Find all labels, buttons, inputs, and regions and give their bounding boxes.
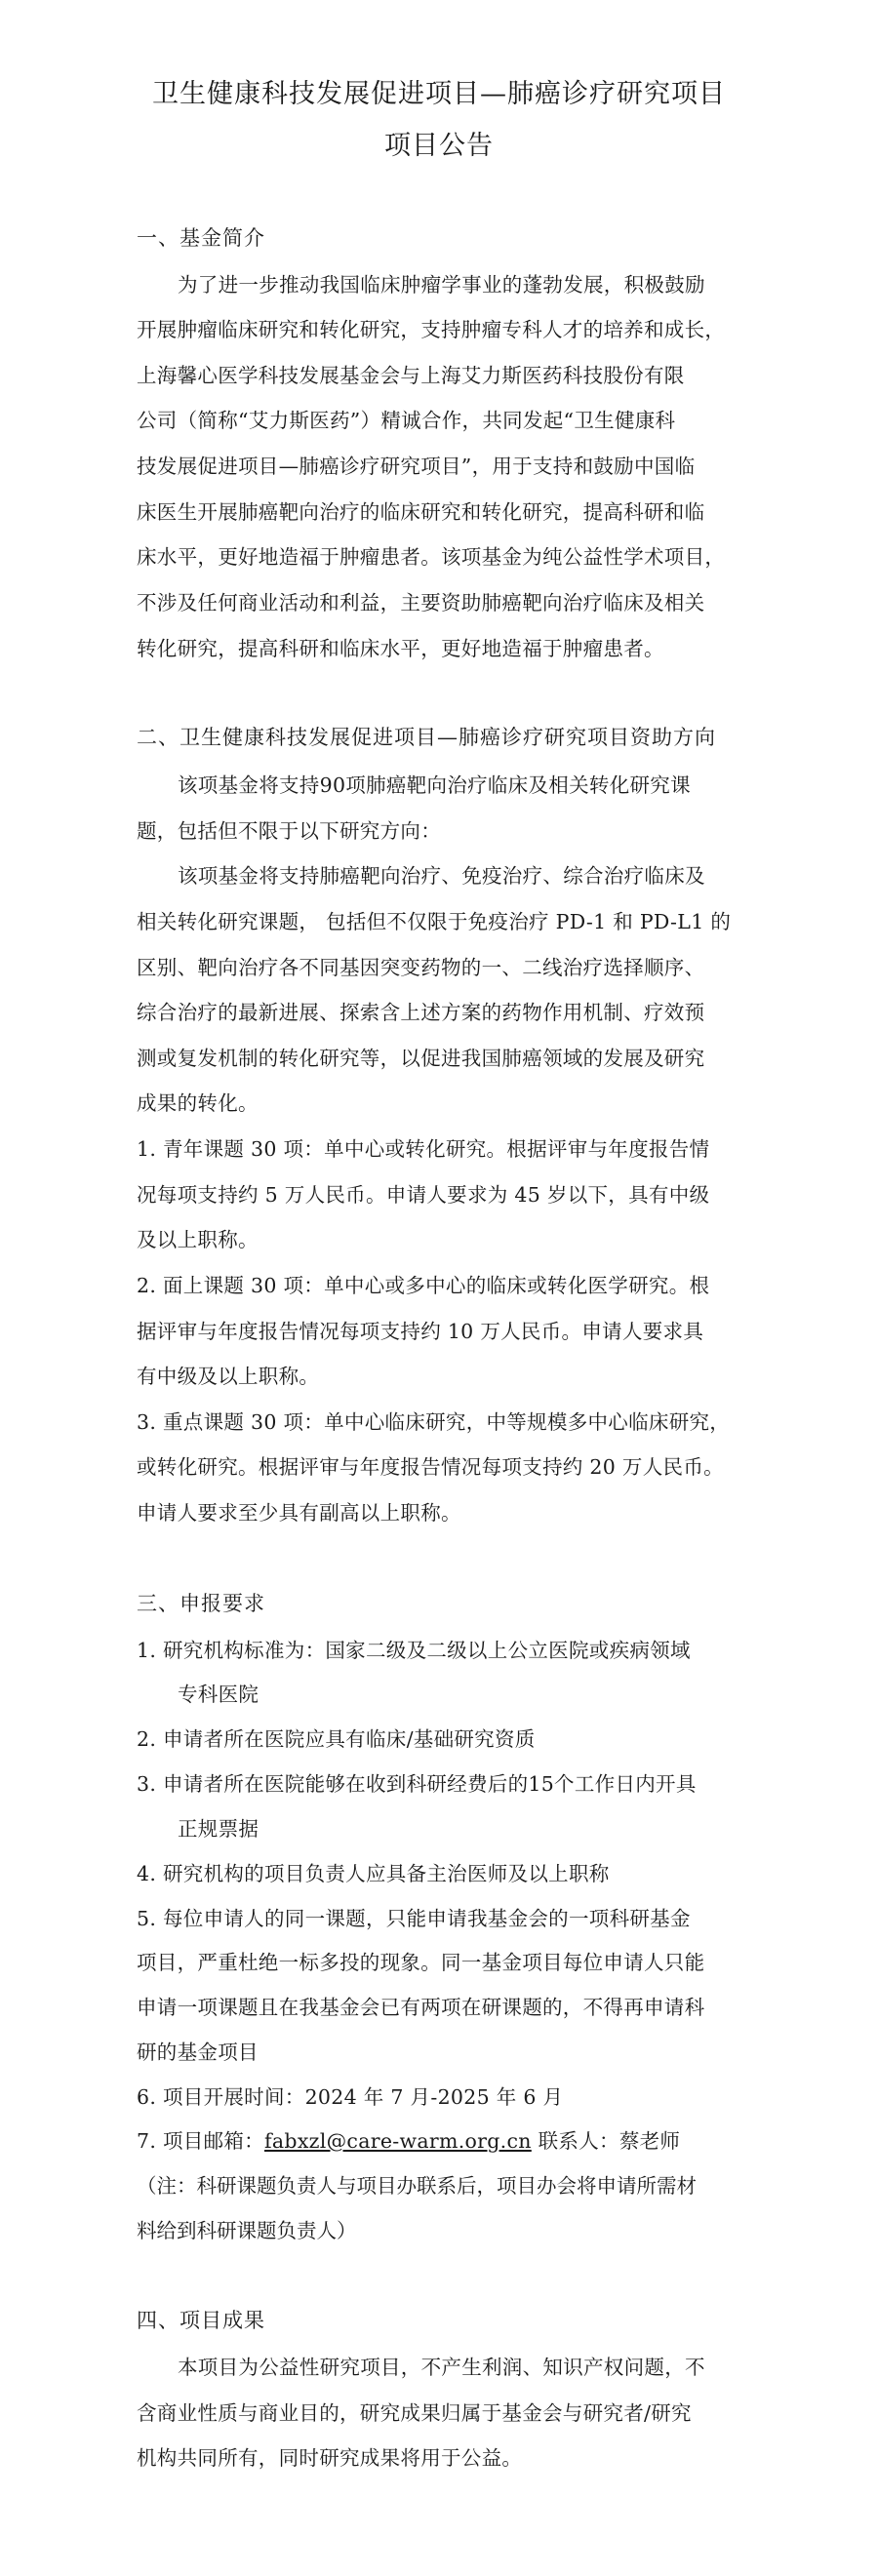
- paragraph-line: 专科医院: [178, 1683, 259, 1706]
- paragraph-line: 床水平，更好地造福于肿瘤患者。该项基金为纯公益性学术项目，: [137, 545, 726, 569]
- paragraph-line: 床医生开展肺癌靶向治疗的临床研究和转化研究，提高科研和临: [137, 500, 705, 524]
- paragraph-line: 申请人要求至少具有副高以上职称。: [137, 1501, 461, 1525]
- paragraph-line: 相关转化研究课题， 包括但不仅限于免疫治疗 PD-1 和 PD-L1 的: [137, 910, 732, 933]
- list-item-requirement-3: 3. 申请者所在医院能够在收到科研经费后的15个工作日内开具: [137, 1772, 697, 1796]
- section-heading-requirements: 三、申报要求: [137, 1592, 265, 1615]
- paragraph-line: 该项基金将支持90项肺癌靶向治疗临床及相关转化研究课: [178, 773, 691, 797]
- email-label: 7. 项目邮箱：: [137, 2129, 264, 2153]
- paragraph-line: 正规票据: [178, 1817, 259, 1841]
- section-heading-results: 四、项目成果: [137, 2309, 265, 2332]
- document-title: 卫生健康科技发展促进项目—肺癌诊疗研究项目: [152, 79, 726, 109]
- paragraph-line: 项目，严重杜绝一标多投的现象。同一基金项目每位申请人只能: [137, 1951, 705, 1974]
- paragraph-line: 据评审与年度报告情况每项支持约 10 万人民币。申请人要求具: [137, 1320, 704, 1343]
- paragraph-line: 公司（简称“艾力斯医药”）精诚合作，共同发起“卫生健康科: [137, 409, 676, 432]
- section-heading-funding-direction: 二、卫生健康科技发展促进项目—肺癌诊疗研究项目资助方向: [137, 726, 716, 749]
- paragraph-line: 机构共同所有，同时研究成果将用于公益。: [137, 2446, 523, 2470]
- paragraph-line: 测或复发机制的转化研究等，以促进我国肺癌领域的发展及研究: [137, 1047, 705, 1070]
- paragraph-line: 含商业性质与商业目的，研究成果归属于基金会与研究者/研究: [137, 2401, 692, 2425]
- paragraph-line: 不涉及任何商业活动和利益，主要资助肺癌靶向治疗临床及相关: [137, 591, 705, 614]
- list-item-contact: [137, 2124, 680, 2154]
- paragraph-line: 研的基金项目: [137, 2041, 259, 2064]
- paragraph-line: 该项基金将支持肺癌靶向治疗、免疫治疗、综合治疗临床及: [178, 864, 705, 888]
- contact-person: 联系人：蔡老师: [531, 2129, 681, 2153]
- note-line: 料给到科研课题负责人）: [137, 2219, 357, 2242]
- list-item-requirement-2: 2. 申请者所在医院应具有临床/基础研究资质: [137, 1727, 536, 1751]
- paragraph-line: 综合治疗的最新进展、探索含上述方案的药物作用机制、疗效预: [137, 1001, 705, 1024]
- paragraph-line: 本项目为公益性研究项目，不产生利润、知识产权问题，不: [178, 2356, 705, 2379]
- list-item-key-project: 3. 重点课题 30 项：单中心临床研究，中等规模多中心临床研究，: [137, 1410, 731, 1434]
- section-heading-fund-intro: 一、基金简介: [137, 226, 265, 250]
- email-link[interactable]: fabxzl@care-warm.org.cn: [263, 2129, 532, 2153]
- paragraph-line: 或转化研究。根据评审与年度报告情况每项支持约 20 万人民币。: [137, 1455, 724, 1479]
- list-item-requirement-5: 5. 每位申请人的同一课题，只能申请我基金会的一项科研基金: [137, 1907, 691, 1930]
- paragraph-line: 成果的转化。: [137, 1091, 259, 1115]
- paragraph-line: 有中级及以上职称。: [137, 1365, 320, 1388]
- list-item-requirement-4: 4. 研究机构的项目负责人应具备主治医师及以上职称: [137, 1862, 610, 1885]
- paragraph-line: 及以上职称。: [137, 1228, 259, 1251]
- note-line: （注：科研课题负责人与项目办联系后，项目办会将申请所需材: [137, 2174, 697, 2198]
- document-subtitle: 项目公告: [384, 131, 494, 161]
- paragraph-line: 区别、靶向治疗各不同基因突变药物的一、二线治疗选择顺序、: [137, 956, 705, 979]
- list-item-general-project: 2. 面上课题 30 项：单中心或多中心的临床或转化医学研究。根: [137, 1274, 710, 1297]
- list-item-requirement-1: 1. 研究机构标准为：国家二级及二级以上公立医院或疾病领域: [137, 1639, 691, 1662]
- paragraph-line: 上海馨心医学科技发展基金会与上海艾力斯医药科技股份有限: [137, 364, 685, 387]
- paragraph-line: 技发展促进项目—肺癌诊疗研究项目”，用于支持和鼓励中国临: [137, 455, 696, 478]
- paragraph-line: 申请一项课题且在我基金会已有两项在研课题的，不得再申请科: [137, 1996, 705, 2019]
- list-item-project-period: 6. 项目开展时间：2024 年 7 月-2025 年 6 月: [137, 2085, 564, 2109]
- paragraph-line: 为了进一步推动我国临床肿瘤学事业的蓬勃发展，积极鼓励: [178, 273, 705, 297]
- paragraph-line: 题，包括但不限于以下研究方向：: [137, 819, 441, 843]
- list-item-youth-project: 1. 青年课题 30 项：单中心或转化研究。根据评审与年度报告情: [137, 1137, 710, 1161]
- paragraph-line: 开展肿瘤临床研究和转化研究，支持肿瘤专科人才的培养和成长，: [137, 318, 726, 341]
- paragraph-line: 转化研究，提高科研和临床水平，更好地造福于肿瘤患者。: [137, 637, 664, 660]
- paragraph-line: 况每项支持约 5 万人民币。申请人要求为 45 岁以下，具有中级: [137, 1183, 710, 1207]
